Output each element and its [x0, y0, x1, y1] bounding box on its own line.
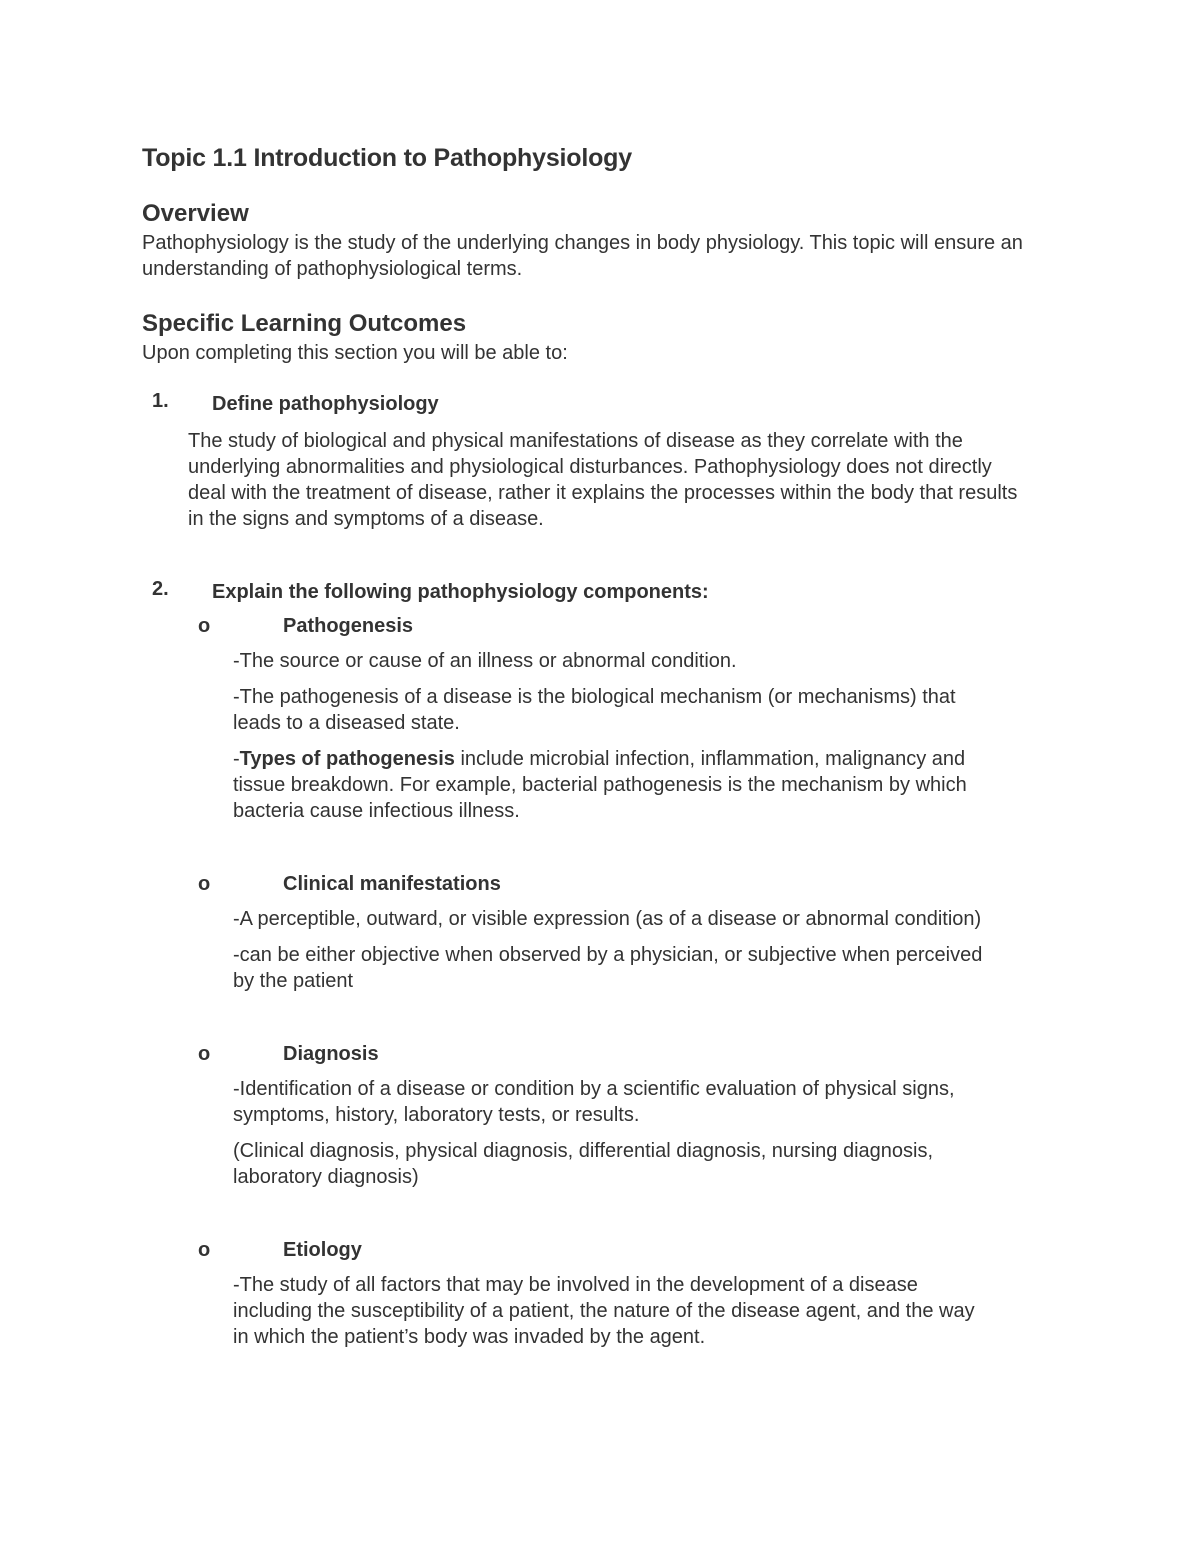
- types-paragraph: [233, 746, 993, 824]
- component-clinical-manifestations: [142, 870, 1042, 994]
- component-paragraph: -A perceptible, outward, or visible expression (as of a disease or abnormal condition): [233, 908, 982, 930]
- outcome-item-explain: [142, 578, 1042, 1350]
- component-paragraph: -can be either objective when observed by a physician, or subjective when perceived by the patient: [233, 944, 983, 992]
- component-paragraph: (Clinical diagnosis, physical diagnosis, differential diagnosis, nursing diagnosis, laboratory diagnosis): [233, 1140, 934, 1188]
- overview-heading: Overview: [142, 200, 249, 227]
- document-page: [142, 140, 1042, 1350]
- component-paragraph: -The study of all factors that may be involved in the development of a disease including the susceptibility of a patient, the nature of the disease agent, and the way in which the patient’s body was invaded by the agent.: [233, 1274, 975, 1348]
- component-body: [233, 906, 993, 994]
- component-paragraph: -Identification of a disease or condition by a scientific evaluation of physical signs, symptoms, history, laboratory tests, or results.: [233, 1078, 955, 1126]
- outcomes-intro: Upon completing this section you will be able to:: [142, 342, 568, 364]
- component-diagnosis: [142, 1040, 1042, 1190]
- bullet-marker: o: [198, 873, 211, 895]
- list-number: 2.: [152, 578, 169, 600]
- overview-text: Pathophysiology is the study of the underlying changes in body physiology. This topic will ensure an understanding of pathophysiological terms.: [142, 232, 1023, 280]
- component-paragraph: -The pathogenesis of a disease is the biological mechanism (or mechanisms) that leads to a diseased state.: [233, 686, 956, 734]
- bullet-marker: o: [198, 615, 211, 637]
- list-number: 1.: [152, 390, 169, 412]
- definition-text: The study of biological and physical manifestations of disease as they correlate with the underlying abnormalities and physiological disturbances. Pathophysiology does not directly deal with the treatment of disease, rather it explains the processes within the body that results in the signs and symptoms of a disease.: [188, 430, 1018, 530]
- component-heading: Etiology: [283, 1239, 362, 1261]
- component-pathogenesis: [142, 612, 1042, 824]
- bullet-marker: o: [198, 1043, 211, 1065]
- component-heading: Diagnosis: [283, 1043, 379, 1065]
- component-body: [233, 648, 993, 824]
- component-body: [233, 1076, 993, 1190]
- types-prefix: -: [233, 748, 240, 770]
- outcome-heading: Explain the following pathophysiology components:: [212, 581, 709, 603]
- component-body: [233, 1272, 993, 1350]
- outcome-heading: Define pathophysiology: [212, 393, 439, 415]
- component-paragraph: -The source or cause of an illness or abnormal condition.: [233, 650, 737, 672]
- types-rest: include microbial infection, inflammation, malignancy and tissue breakdown. For example, bacterial pathogenesis is the mechanism by which bacteria cause infectious illness.: [233, 748, 967, 822]
- types-bold-term: Types of pathogenesis: [239, 748, 455, 770]
- bullet-marker: o: [198, 1239, 211, 1261]
- component-etiology: [142, 1236, 1042, 1350]
- component-heading: Clinical manifestations: [283, 873, 501, 895]
- outcome-item-define: [142, 390, 1042, 532]
- outcomes-heading: Specific Learning Outcomes: [142, 310, 467, 337]
- page-title: Topic 1.1 Introduction to Pathophysiology: [142, 144, 632, 172]
- component-heading: Pathogenesis: [283, 615, 414, 637]
